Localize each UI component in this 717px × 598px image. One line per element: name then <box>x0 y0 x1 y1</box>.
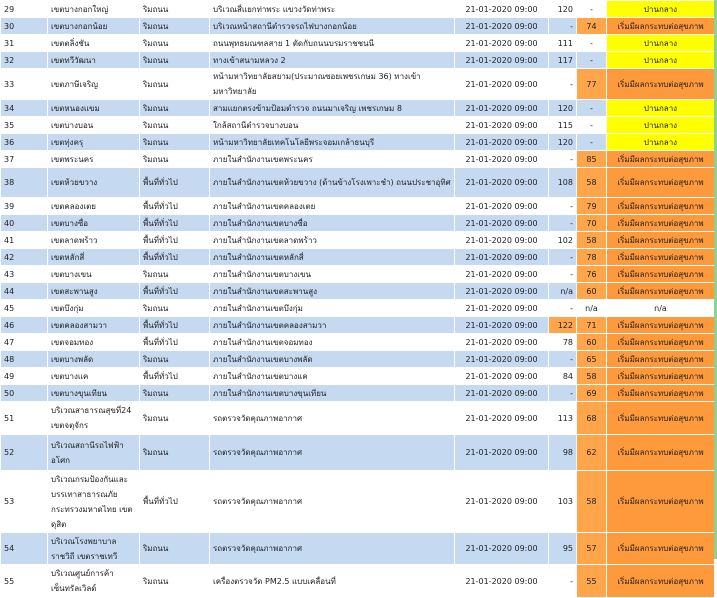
area-type: พื้นที่ทั่วไป <box>140 232 210 249</box>
row-number: 45 <box>1 300 48 317</box>
pm25-value: 57 <box>577 533 607 565</box>
area-type: ริมถนน <box>140 151 210 168</box>
station-location: ภายในสำนักงานเขตบางซื่อ <box>210 215 455 232</box>
measurement-time: 21-01-2020 09:00 <box>455 385 549 402</box>
row-number: 54 <box>1 533 48 565</box>
air-quality-status: เริ่มมีผลกระทบต่อสุขภาพ <box>607 317 715 334</box>
pm25-value: 58 <box>577 471 607 533</box>
station-location: รถตรวจวัดคุณภาพอากาศ <box>210 533 455 565</box>
table-row <box>1 385 715 402</box>
station-location: ภายในสำนักงานเขตบางพลัด <box>210 351 455 368</box>
pm10-value: - <box>549 385 577 402</box>
air-quality-status: เริ่มมีผลกระทบต่อสุขภาพ <box>607 198 715 215</box>
table-row <box>1 52 715 69</box>
row-number: 39 <box>1 198 48 215</box>
pm25-value: 85 <box>577 151 607 168</box>
station-location: ภายในสำนักงานเขตสะพานสูง <box>210 283 455 300</box>
air-quality-status: เริ่มมีผลกระทบต่อสุขภาพ <box>607 266 715 283</box>
table-row <box>1 232 715 249</box>
measurement-time: 21-01-2020 09:00 <box>455 435 549 471</box>
station-location: รถตรวจวัดคุณภาพอากาศ <box>210 471 455 533</box>
pm25-value: 55 <box>577 565 607 598</box>
measurement-time: 21-01-2020 09:00 <box>455 283 549 300</box>
measurement-time: 21-01-2020 09:00 <box>455 334 549 351</box>
row-number: 52 <box>1 435 48 471</box>
row-number: 43 <box>1 266 48 283</box>
air-quality-status: เริ่มมีผลกระทบต่อสุขภาพ <box>607 334 715 351</box>
table-row <box>1 100 715 117</box>
pm10-value: n/a <box>549 283 577 300</box>
measurement-time: 21-01-2020 09:00 <box>455 168 549 198</box>
pm25-value: 58 <box>577 368 607 385</box>
pm25-value: 76 <box>577 266 607 283</box>
table-row <box>1 283 715 300</box>
district-name: เขตหลักสี่ <box>48 249 140 266</box>
table-row <box>1 35 715 52</box>
air-quality-status: เริ่มมีผลกระทบต่อสุขภาพ <box>607 435 715 471</box>
station-location: บริเวณหน้าสถานีตำรวจรถไฟบางกอกน้อย <box>210 18 455 35</box>
pm10-value: 78 <box>549 334 577 351</box>
district-name: เขตตลิ่งชัน <box>48 35 140 52</box>
pm10-value: 95 <box>549 533 577 565</box>
measurement-time: 21-01-2020 09:00 <box>455 35 549 52</box>
pm25-value: 74 <box>577 18 607 35</box>
district-name: เขตหนองแขม <box>48 100 140 117</box>
air-quality-status: ปานกลาง <box>607 117 715 134</box>
area-type: ริมถนน <box>140 435 210 471</box>
row-number: 42 <box>1 249 48 266</box>
row-number: 46 <box>1 317 48 334</box>
station-location: ภายในสำนักงานเขตบางขุนเทียน <box>210 385 455 402</box>
pm25-value: 69 <box>577 385 607 402</box>
air-quality-status: n/a <box>607 300 715 317</box>
pm10-value: 120 <box>549 100 577 117</box>
air-quality-status: เริ่มมีผลกระทบต่อสุขภาพ <box>607 215 715 232</box>
measurement-time: 21-01-2020 09:00 <box>455 18 549 35</box>
pm10-value: - <box>549 249 577 266</box>
pm10-value: 102 <box>549 232 577 249</box>
area-type: พื้นที่ทั่วไป <box>140 368 210 385</box>
measurement-time: 21-01-2020 09:00 <box>455 151 549 168</box>
area-type: ริมถนน <box>140 117 210 134</box>
pm10-value: 108 <box>549 168 577 198</box>
pm25-value: 62 <box>577 435 607 471</box>
air-quality-status: เริ่มมีผลกระทบต่อสุขภาพ <box>607 533 715 565</box>
air-quality-status: เริ่มมีผลกระทบต่อสุขภาพ <box>607 249 715 266</box>
pm10-value: - <box>549 351 577 368</box>
air-quality-status: เริ่มมีผลกระทบต่อสุขภาพ <box>607 151 715 168</box>
district-name: เขตห้วยขวาง <box>48 168 140 198</box>
air-quality-status: เริ่มมีผลกระทบต่อสุขภาพ <box>607 283 715 300</box>
station-location: สามแยกตรงข้ามป้อมตำรวจ ถนนมาเจริญ เพชรเกษม 8 <box>210 100 455 117</box>
station-location: เครื่องตรวจวัด PM2.5 แบบเคลื่อนที่ <box>210 565 455 598</box>
district-name: บริเวณสาธารณสุขที่24 เขตจตุจักร <box>48 402 140 435</box>
air-quality-status: เริ่มมีผลกระทบต่อสุขภาพ <box>607 385 715 402</box>
district-name: เขตบางแค <box>48 368 140 385</box>
measurement-time: 21-01-2020 09:00 <box>455 402 549 435</box>
air-quality-status: เริ่มมีผลกระทบต่อสุขภาพ <box>607 351 715 368</box>
area-type: พื้นที่ทั่วไป <box>140 168 210 198</box>
area-type: ริมถนน <box>140 35 210 52</box>
table-row <box>1 435 715 471</box>
row-number: 37 <box>1 151 48 168</box>
station-location: ถนนพุทธมณฑลสาย 1 ตัดกับถนนบรมราชชนนี <box>210 35 455 52</box>
district-name: เขตบางกอกน้อย <box>48 18 140 35</box>
table-row <box>1 351 715 368</box>
air-quality-status: ปานกลาง <box>607 52 715 69</box>
district-name: เขตบางบอน <box>48 117 140 134</box>
station-location: รถตรวจวัดคุณภาพอากาศ <box>210 402 455 435</box>
table-row <box>1 533 715 565</box>
station-location: ใกล้สถานีตำรวจบางบอน <box>210 117 455 134</box>
district-name: เขตคลองสามวา <box>48 317 140 334</box>
measurement-time: 21-01-2020 09:00 <box>455 565 549 598</box>
district-name: เขตบึงกุ่ม <box>48 300 140 317</box>
pm25-value: 71 <box>577 317 607 334</box>
district-name: เขตพระนคร <box>48 151 140 168</box>
pm25-value: - <box>577 117 607 134</box>
air-quality-status: เริ่มมีผลกระทบต่อสุขภาพ <box>607 402 715 435</box>
table-body <box>1 1 715 598</box>
pm10-value: - <box>549 565 577 598</box>
measurement-time: 21-01-2020 09:00 <box>455 317 549 334</box>
pm25-value: - <box>577 134 607 151</box>
area-type: พื้นที่ทั่วไป <box>140 471 210 533</box>
pm25-value: 77 <box>577 69 607 100</box>
area-type: ริมถนน <box>140 300 210 317</box>
pm25-value: - <box>577 100 607 117</box>
air-quality-status: เริ่มมีผลกระทบต่อสุขภาพ <box>607 368 715 385</box>
table-row <box>1 300 715 317</box>
row-number: 35 <box>1 117 48 134</box>
air-quality-status: ปานกลาง <box>607 134 715 151</box>
pm25-value: 65 <box>577 351 607 368</box>
district-name: เขตบางกอกใหญ่ <box>48 1 140 18</box>
table-row <box>1 168 715 198</box>
area-type: พื้นที่ทั่วไป <box>140 317 210 334</box>
table-row <box>1 471 715 533</box>
pm10-value: 115 <box>549 117 577 134</box>
station-location: ทางเข้าสนามหลวง 2 <box>210 52 455 69</box>
air-quality-status: เริ่มมีผลกระทบต่อสุขภาพ <box>607 471 715 533</box>
table-row <box>1 198 715 215</box>
row-number: 33 <box>1 69 48 100</box>
district-name: เขตบางขุนเทียน <box>48 385 140 402</box>
measurement-time: 21-01-2020 09:00 <box>455 266 549 283</box>
area-type: ริมถนน <box>140 1 210 18</box>
table-row <box>1 565 715 598</box>
pm25-value: 70 <box>577 215 607 232</box>
row-number: 36 <box>1 134 48 151</box>
table-row <box>1 402 715 435</box>
measurement-time: 21-01-2020 09:00 <box>455 249 549 266</box>
pm10-value: 117 <box>549 52 577 69</box>
pm25-value: n/a <box>577 300 607 317</box>
measurement-time: 21-01-2020 09:00 <box>455 100 549 117</box>
pm25-value: 60 <box>577 283 607 300</box>
row-number: 53 <box>1 471 48 533</box>
station-location: ภายในสำนักงานเขตลาดพร้าว <box>210 232 455 249</box>
measurement-time: 21-01-2020 09:00 <box>455 533 549 565</box>
station-location: ภายในสำนักงานเขตหลักสี่ <box>210 249 455 266</box>
district-name: เขตสะพานสูง <box>48 283 140 300</box>
pm10-value: 84 <box>549 368 577 385</box>
station-location: ภายในสำนักงานเขตพระนคร <box>210 151 455 168</box>
station-location: รถตรวจวัดคุณภาพอากาศ <box>210 435 455 471</box>
pm25-value: 60 <box>577 334 607 351</box>
station-location: ภายในสำนักงานเขตบางแค <box>210 368 455 385</box>
air-quality-status: เริ่มมีผลกระทบต่อสุขภาพ <box>607 565 715 598</box>
area-type: พื้นที่ทั่วไป <box>140 249 210 266</box>
measurement-time: 21-01-2020 09:00 <box>455 52 549 69</box>
row-number: 49 <box>1 368 48 385</box>
district-name: เขตคลองเตย <box>48 198 140 215</box>
pm10-value: - <box>549 215 577 232</box>
area-type: ริมถนน <box>140 18 210 35</box>
district-name: บริเวณกรมป้องกันและบรรเทาสาธารณภัยกระทรวงมหาดไทย เขตดุสิต <box>48 471 140 533</box>
table-row <box>1 117 715 134</box>
air-quality-status: เริ่มมีผลกระทบต่อสุขภาพ <box>607 18 715 35</box>
station-location: ภายในสำนักงานเขตจอมทอง <box>210 334 455 351</box>
district-name: เขตบางพลัด <box>48 351 140 368</box>
table-row <box>1 69 715 100</box>
station-location: ภายในสำนักงานเขตคลองสามวา <box>210 317 455 334</box>
air-quality-status: ปานกลาง <box>607 100 715 117</box>
table-row <box>1 266 715 283</box>
row-number: 41 <box>1 232 48 249</box>
area-type: ริมถนน <box>140 385 210 402</box>
station-location: ภายในสำนักงานเขตคลองเตย <box>210 198 455 215</box>
pm25-value: 68 <box>577 402 607 435</box>
row-number: 47 <box>1 334 48 351</box>
table-row <box>1 18 715 35</box>
area-type: พื้นที่ทั่วไป <box>140 334 210 351</box>
measurement-time: 21-01-2020 09:00 <box>455 1 549 18</box>
air-quality-status: เริ่มมีผลกระทบต่อสุขภาพ <box>607 69 715 100</box>
area-type: พื้นที่ทั่วไป <box>140 283 210 300</box>
air-quality-status: เริ่มมีผลกระทบต่อสุขภาพ <box>607 232 715 249</box>
row-number: 29 <box>1 1 48 18</box>
station-location: หน้ามหาวิทยาลัยสยาม(ประมาณซอยเพชรเกษม 36) ทางเข้ามหาวิทยาลัย <box>210 69 455 100</box>
table-row <box>1 368 715 385</box>
station-location: หน้ามหาวิทยาลัยเทคโนโลยีพระจอมเกล้าธนบุรี <box>210 134 455 151</box>
measurement-time: 21-01-2020 09:00 <box>455 368 549 385</box>
district-name: เขตลาดพร้าว <box>48 232 140 249</box>
pm10-value: 120 <box>549 1 577 18</box>
measurement-time: 21-01-2020 09:00 <box>455 69 549 100</box>
measurement-time: 21-01-2020 09:00 <box>455 117 549 134</box>
measurement-time: 21-01-2020 09:00 <box>455 300 549 317</box>
area-type: ริมถนน <box>140 351 210 368</box>
area-type: ริมถนน <box>140 533 210 565</box>
pm10-value: 111 <box>549 35 577 52</box>
pm10-value: 103 <box>549 471 577 533</box>
pm25-value: 78 <box>577 249 607 266</box>
area-type: ริมถนน <box>140 52 210 69</box>
row-number: 31 <box>1 35 48 52</box>
measurement-time: 21-01-2020 09:00 <box>455 198 549 215</box>
area-type: พื้นที่ทั่วไป <box>140 215 210 232</box>
row-number: 40 <box>1 215 48 232</box>
station-location: บริเวณสี่แยกท่าพระ แขวงวัดท่าพระ <box>210 1 455 18</box>
district-name: เขตทวีวัฒนา <box>48 52 140 69</box>
table-row <box>1 134 715 151</box>
district-name: บริเวณโรงพยาบาลราชวิถี เขตราชเทวี <box>48 533 140 565</box>
pm25-value: 58 <box>577 232 607 249</box>
pm25-value: - <box>577 35 607 52</box>
area-type: ริมถนน <box>140 69 210 100</box>
row-number: 44 <box>1 283 48 300</box>
row-number: 38 <box>1 168 48 198</box>
air-quality-status: ปานกลาง <box>607 1 715 18</box>
table-row <box>1 1 715 18</box>
district-name: เขตบางเขน <box>48 266 140 283</box>
row-number: 34 <box>1 100 48 117</box>
area-type: ริมถนน <box>140 402 210 435</box>
measurement-time: 21-01-2020 09:00 <box>455 351 549 368</box>
table-row <box>1 249 715 266</box>
row-number: 51 <box>1 402 48 435</box>
table-row <box>1 215 715 232</box>
pm10-value: - <box>549 198 577 215</box>
pm10-value: 113 <box>549 402 577 435</box>
row-number: 48 <box>1 351 48 368</box>
measurement-time: 21-01-2020 09:00 <box>455 134 549 151</box>
pm25-value: 79 <box>577 198 607 215</box>
district-name: บริเวณศูนย์การค้าเซ็นทรัลเวิลด์ <box>48 565 140 598</box>
station-location: ภายในสำนักงานเขตห้วยขวาง (ด้านข้างโรงเพาะชำ) ถนนประชาอุทิศ <box>210 168 455 198</box>
area-type: ริมถนน <box>140 100 210 117</box>
pm10-value: 98 <box>549 435 577 471</box>
measurement-time: 21-01-2020 09:00 <box>455 215 549 232</box>
table-row <box>1 334 715 351</box>
district-name: บริเวณสถานีรถไฟฟ้าอโศก <box>48 435 140 471</box>
air-quality-status: ปานกลาง <box>607 35 715 52</box>
pm10-value: - <box>549 300 577 317</box>
pm10-value: - <box>549 18 577 35</box>
district-name: เขตบางซื่อ <box>48 215 140 232</box>
pm10-value: - <box>549 69 577 100</box>
pm10-value: 122 <box>549 317 577 334</box>
pm25-value: - <box>577 1 607 18</box>
measurement-time: 21-01-2020 09:00 <box>455 232 549 249</box>
row-number: 30 <box>1 18 48 35</box>
row-number: 32 <box>1 52 48 69</box>
area-type: ริมถนน <box>140 134 210 151</box>
area-type: พื้นที่ทั่วไป <box>140 198 210 215</box>
table-row <box>1 317 715 334</box>
pm10-value: - <box>549 266 577 283</box>
measurement-time: 21-01-2020 09:00 <box>455 471 549 533</box>
row-number: 55 <box>1 565 48 598</box>
district-name: เขตจอมทอง <box>48 334 140 351</box>
pm25-value: 58 <box>577 168 607 198</box>
pm10-value: - <box>549 151 577 168</box>
air-quality-status: เริ่มมีผลกระทบต่อสุขภาพ <box>607 168 715 198</box>
district-name: เขตทุ่งครุ <box>48 134 140 151</box>
table-row <box>1 151 715 168</box>
row-number: 50 <box>1 385 48 402</box>
area-type: ริมถนน <box>140 565 210 598</box>
pm25-value: - <box>577 52 607 69</box>
station-location: ภายในสำนักงานเขตบางเขน <box>210 266 455 283</box>
district-name: เขตภาษีเจริญ <box>48 69 140 100</box>
pm10-value: 120 <box>549 134 577 151</box>
station-location: ภายในสำนักงานเขตบึงกุ่ม <box>210 300 455 317</box>
area-type: ริมถนน <box>140 266 210 283</box>
